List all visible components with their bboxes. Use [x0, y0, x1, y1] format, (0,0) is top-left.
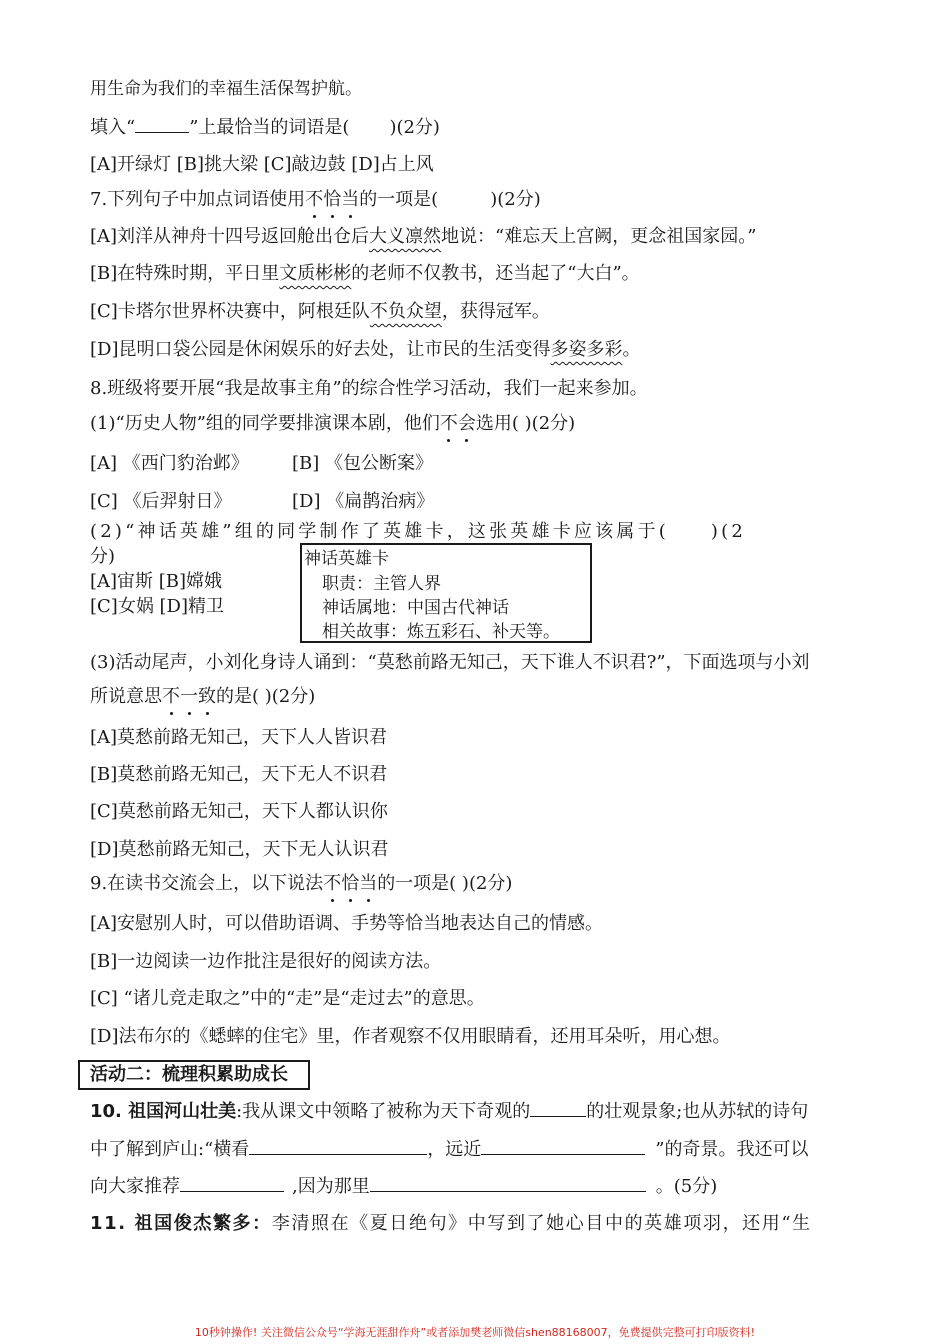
q11-text: 李清照在《夏日绝句》中写到了她心目中的英雄项羽，还用“生	[271, 1213, 812, 1234]
q8-p1-optC: [C] 《后羿射日》	[90, 491, 232, 512]
q8-p3-optA: [A]莫愁前路无知己，天下人人皆识君	[90, 727, 388, 748]
q7-a-pre: [A]刘洋从神舟十四号返回舱出仓后	[90, 226, 370, 247]
q9-stem-emph: 不恰当	[323, 873, 377, 894]
hero-card	[300, 543, 592, 643]
q9-optA: [A]安慰别人时，可以借助语调、手势等恰当地表达自己的情感。	[90, 913, 604, 934]
q10-l1-a: :我从课文中领略了被称为天下奇观的	[236, 1101, 531, 1122]
q7-c-post: ，获得冠军。	[441, 301, 550, 322]
hero-card-story: 相关故事：炼五彩石、补天等。	[322, 622, 560, 642]
q9-stem-a: 9.在读书交流会上，以下说法	[90, 873, 324, 894]
q10-line3	[90, 1173, 717, 1200]
q8-p1-optD: [D] 《扁鹊治病》	[292, 491, 435, 512]
q7-d-post: 。	[622, 339, 641, 360]
hero-card-duty: 职责：主管人界	[322, 574, 441, 594]
q10-blank-5[interactable]	[370, 1173, 646, 1192]
q7-option-c	[90, 299, 550, 325]
q8-part3-line2	[90, 684, 315, 710]
q11-title: 11. 祖国俊杰繁多：	[90, 1213, 272, 1234]
q7-stem-c: )(2分)	[490, 189, 541, 210]
q8-stem: 8.班级将要开展“我是故事主角”的综合性学习活动，我们一起来参加。	[90, 378, 648, 399]
q9-stem-b: 的一项是( )(2分)	[377, 873, 513, 894]
q10-l2-b: ，远近	[427, 1139, 482, 1160]
q7-d-pre: [D]昆明口袋公园是休闲娱乐的好去处，让市民的生活变得	[90, 339, 551, 360]
q8-p1-optA: [A] 《西门豹治邺》	[90, 453, 249, 474]
q8-p1-a: (1)“历史人物”组的同学要排演课本剧，他们	[90, 413, 440, 434]
q8-p2-b: )(2	[710, 521, 747, 542]
q8-part1	[90, 411, 575, 437]
q6-prompt-b: ”上最恰当的词语是(	[189, 117, 350, 138]
q10-l3-c: 。(5分)	[655, 1176, 718, 1197]
q7-option-b	[90, 261, 640, 287]
q8-p2-fen: 分)	[90, 546, 116, 567]
q10-blank-1[interactable]	[530, 1098, 586, 1117]
q8-p3-optC: [C]莫愁前路无知己，天下人都认识你	[90, 801, 388, 822]
q7-b-post: 的老师不仅教书，还当起了“大白”。	[351, 263, 640, 284]
q7-a-post: 地说：“难忘天上宫阙，更念祖国家园。”	[441, 226, 757, 247]
q10-l2-c: ”的奇景。我还可以	[655, 1139, 809, 1160]
q7-stem-emph: 不恰当	[305, 189, 359, 210]
q8-p3-optB: [B]莫愁前路无知己，天下无人不识君	[90, 764, 388, 785]
q8-p3-c: 的是( )(2分)	[216, 686, 316, 707]
q7-c-pre: [C]卡塔尔世界杯决赛中，阿根廷队	[90, 301, 370, 322]
q10-line1	[90, 1098, 808, 1125]
q9-optD: [D]法布尔的《蟋蟀的住宅》里，作者观察不仅用眼睛看，还用耳朵听，用心想。	[90, 1026, 731, 1047]
q8-p1-b: 选用( )(2分)	[475, 413, 576, 434]
q10-l1-b: 的壮观景象;也从苏轼的诗句	[586, 1101, 809, 1122]
q8-p3-optD: [D]莫愁前路无知己，天下无人认识君	[90, 839, 389, 860]
q7-stem	[90, 187, 541, 213]
q8-p2-opt1: [A]宙斯 [B]嫦娥	[90, 571, 223, 592]
q10-blank-3[interactable]	[481, 1136, 645, 1155]
q6-options: [A]开绿灯 [B]挑大梁 [C]敲边鼓 [D]占上风	[90, 154, 434, 175]
q6-prompt-a: 填入“	[90, 117, 136, 138]
q8-p1-emph: 不会	[440, 413, 476, 434]
q8-p3-emph: 不一致	[162, 686, 216, 707]
q8-p3-b: 所说意思	[90, 686, 162, 707]
q10-l3-a: 向大家推荐	[90, 1176, 180, 1197]
q11-line1	[90, 1211, 812, 1237]
q10-blank-4[interactable]	[180, 1173, 284, 1192]
q9-optC: [C] “诸儿竞走取之”中的“走”是“走过去”的意思。	[90, 988, 485, 1009]
section-heading: 活动二：梳理积累助成长	[78, 1060, 310, 1090]
q10-l3-b: ,因为那里	[292, 1176, 370, 1197]
hero-card-title: 神话英雄卡	[304, 549, 389, 569]
q6-prompt-c: )(2分)	[389, 117, 440, 138]
hero-card-origin: 神话属地：中国古代神话	[322, 598, 509, 618]
q10-l2-a: 中了解到庐山:“横看	[90, 1139, 250, 1160]
q7-stem-a: 7.下列句子中加点词语使用	[90, 189, 306, 210]
q8-part2	[90, 519, 746, 545]
q6-tail: 用生命为我们的幸福生活保驾护航。	[90, 79, 362, 99]
footer-notice: 10秒钟操作! 关注微信公众号“学海无涯甜作舟”或者添加樊老师微信shen88168007，免费提供完整可打印版资料!	[194, 1326, 756, 1339]
q7-option-a	[90, 224, 756, 250]
q7-d-word: 多姿多彩	[550, 339, 623, 360]
q7-a-word: 大义凛然	[369, 226, 442, 247]
q8-p1-optB: [B] 《包公断案》	[292, 453, 433, 474]
q10-title: 10. 祖国河山壮美	[90, 1101, 237, 1122]
q7-b-pre: [B]在特殊时期，平日里	[90, 263, 280, 284]
q7-c-word: 不负众望	[369, 301, 442, 322]
q10-blank-2[interactable]	[249, 1136, 427, 1155]
q6-blank[interactable]	[135, 114, 189, 133]
q10-line2	[90, 1136, 808, 1163]
q9-stem	[90, 871, 512, 897]
q8-p2-a: (2)“神话英雄”组的同学制作了英雄卡，这张英雄卡应该属于(	[90, 521, 669, 542]
q7-option-d	[90, 337, 640, 363]
q8-part3-line1: (3)活动尾声，小刘化身诗人诵到：“莫愁前路无知己，天下谁人不识君?”，下面选项与小刘	[90, 652, 810, 673]
q6-prompt	[90, 114, 440, 141]
q7-stem-b: 的一项是(	[359, 189, 439, 210]
q9-optB: [B]一边阅读一边作批注是很好的阅读方法。	[90, 951, 442, 972]
q7-b-word: 文质彬彬	[279, 263, 352, 284]
q8-p2-opt2: [C]女娲 [D]精卫	[90, 596, 225, 617]
